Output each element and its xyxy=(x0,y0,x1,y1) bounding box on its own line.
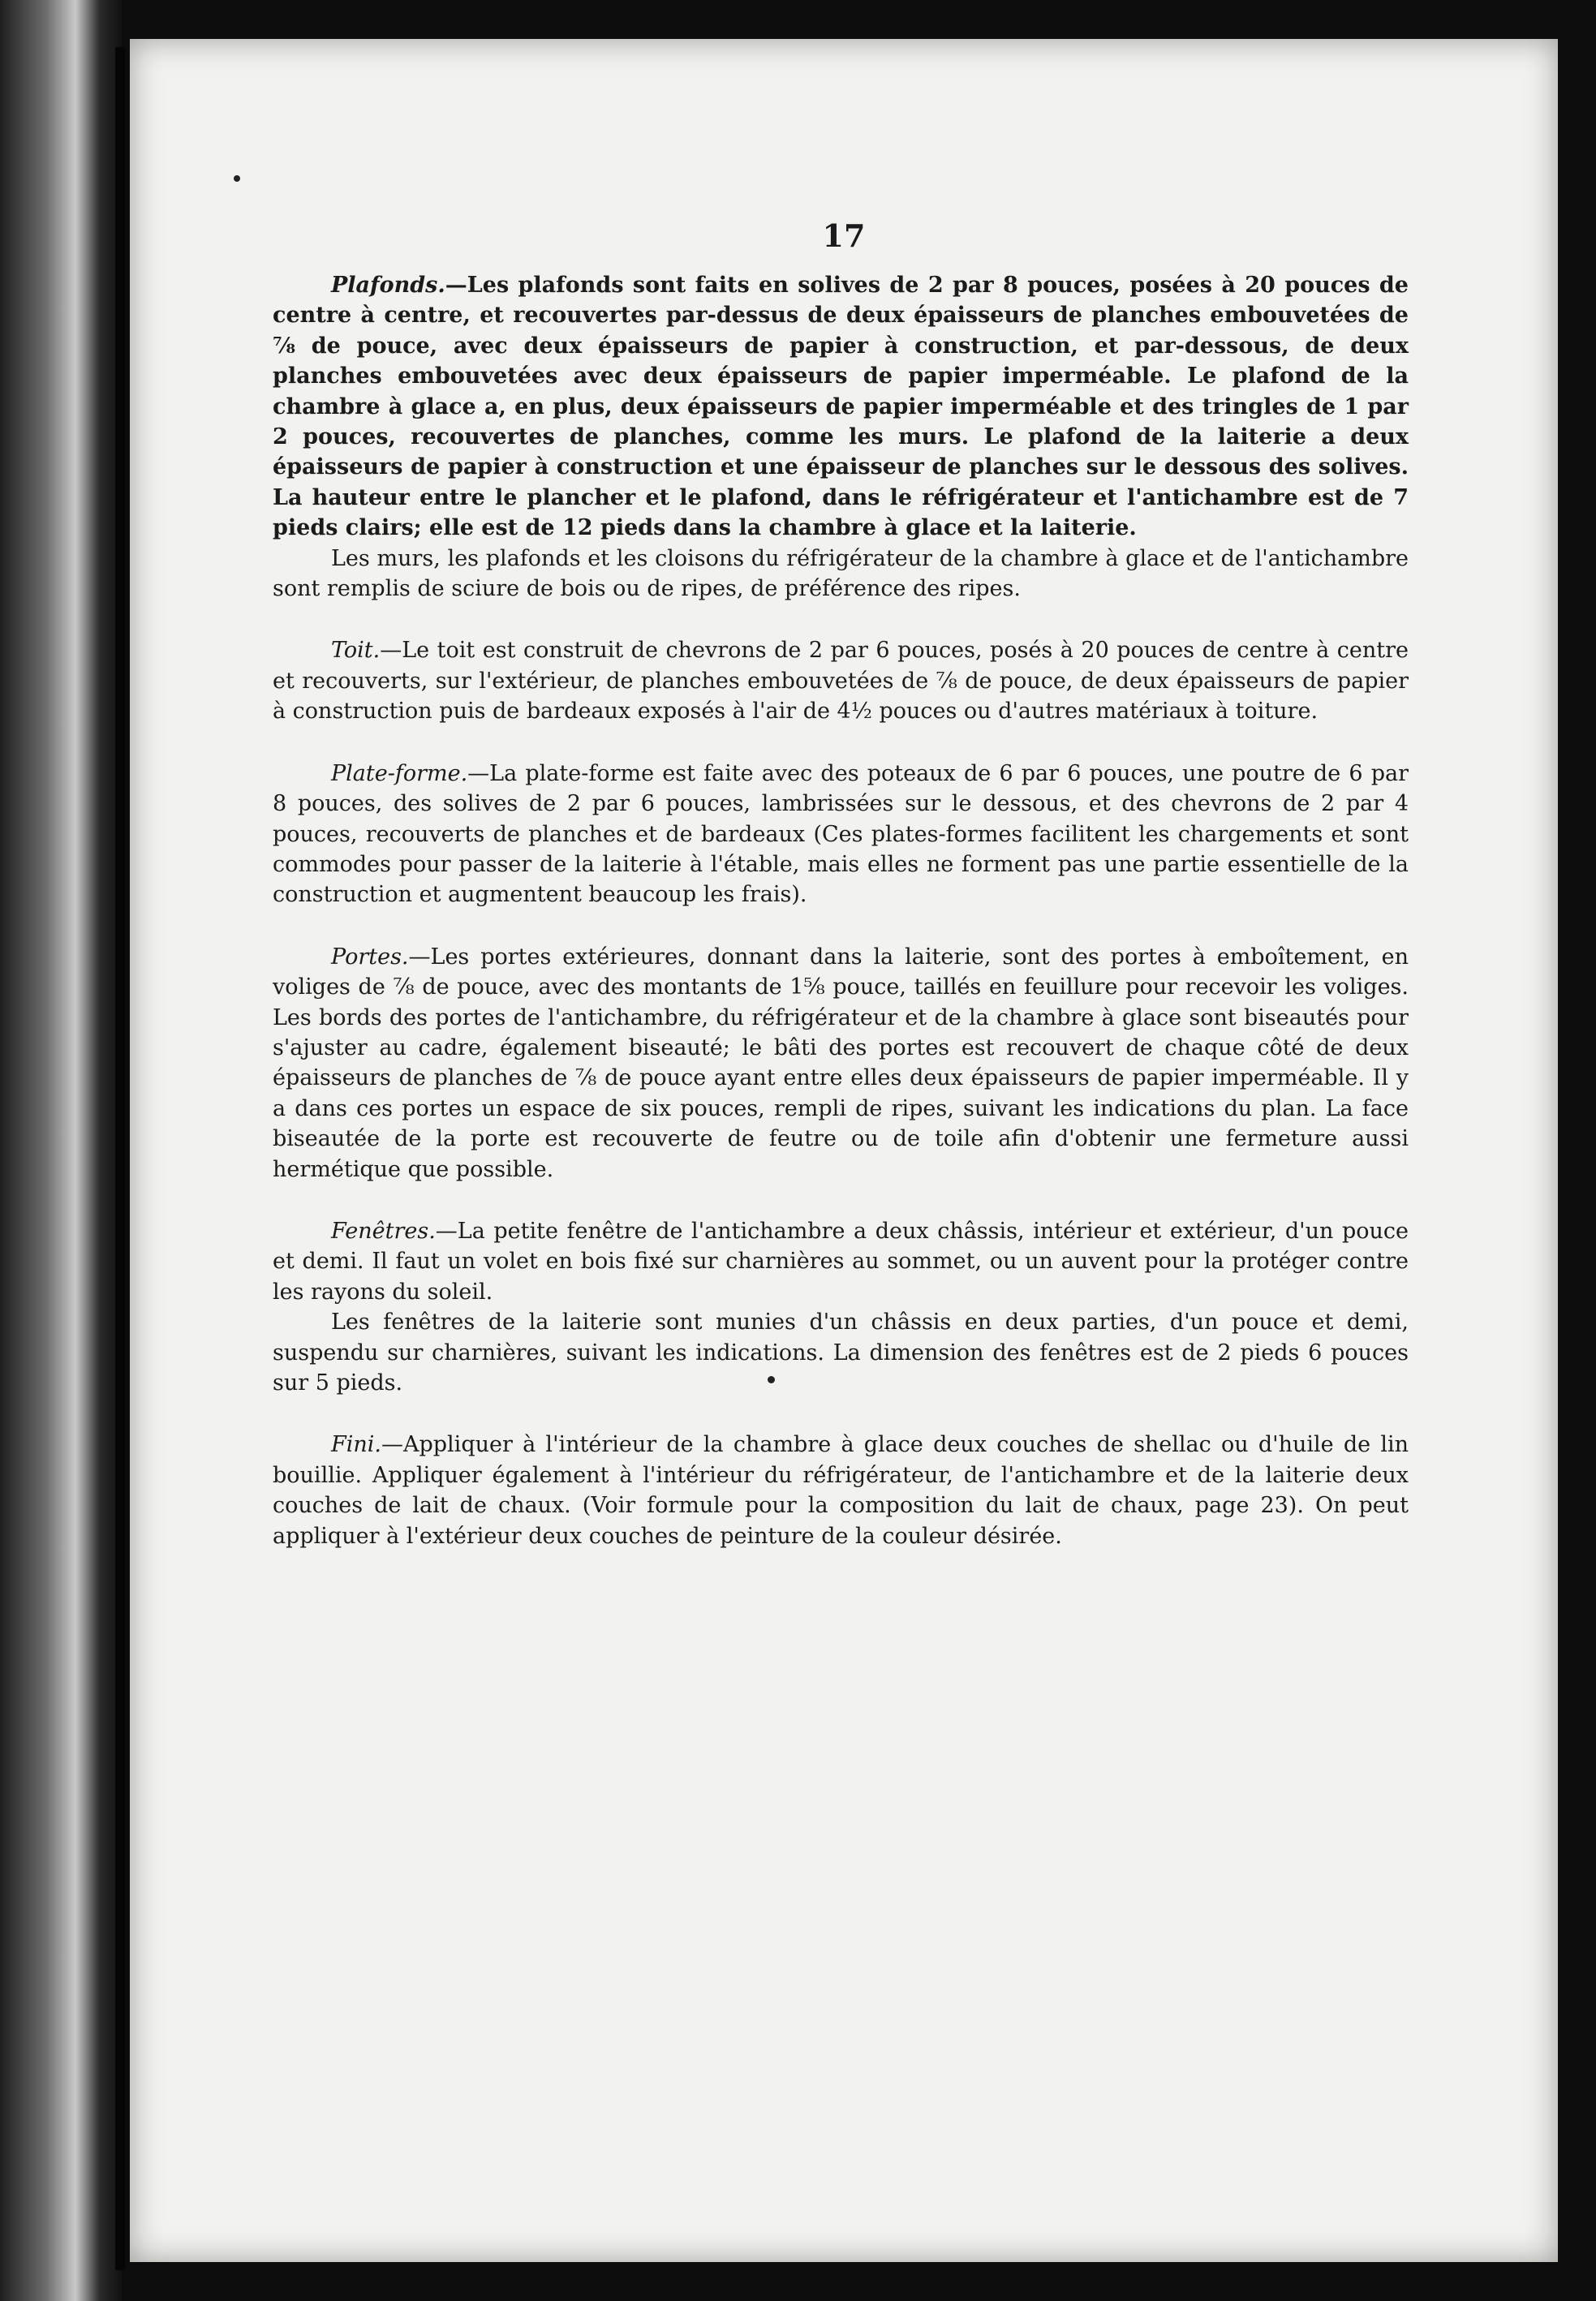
paragraph-body: Les fenêtres de la laiterie sont munies d'un châssis en deux parties, d'un pouce et demi, suspendu sur charnières, suivant les indications. La dimension des fenêtres est de 2 pieds 6 pouces sur 5 pieds. xyxy=(273,1310,1409,1396)
paragraph-body: —La petite fenêtre de l'antichambre a deux châssis, intérieur et extérieur, d'un pouce et demi. Il faut un volet en bois fixé sur charnières au sommet, ou un auvent pour la protéger contre les rayons du soleil. xyxy=(273,1218,1409,1305)
paragraph-lead: Plafonds. xyxy=(331,273,445,298)
paragraph-body: —Les plafonds sont faits en solives de 2 par 8 pouces, posées à 20 pouces de centre à centre, et recouvertes par-dessus de deux épaisseurs de planches embouvetées de ⅞ de pouce, avec deux épaisseurs de papier à construction, et par-dessous, de deux planches embouvetées avec deux épaisseurs de papier imperméable. Le plafond de la chambre à glace a, en plus, deux épaisseurs de papier imperméable et des tringles de 1 par 2 pouces, recouvertes de planches, comme les murs. Le plafond de la laiterie a deux épaisseurs de papier à construction et une épaisseur de planches sur le dessous des solives. La hauteur entre le plancher et le plafond, dans le réfrigérateur et l'antichambre est de 7 pieds clairs; elle est de 12 pieds dans la chambre à glace et la laiterie. xyxy=(273,273,1409,541)
paragraph-fini xyxy=(273,1430,1409,1551)
paragraph-murs xyxy=(273,544,1409,604)
paragraph-portes xyxy=(273,942,1409,1185)
page-gutter xyxy=(115,47,125,2270)
document-page xyxy=(130,39,1558,2262)
paragraph-toit xyxy=(273,635,1409,726)
scan-left-edge xyxy=(0,0,122,2301)
paragraph-lead: Portes. xyxy=(331,944,409,970)
paragraph-lead: Toit. xyxy=(331,638,381,664)
paragraph-fenetres xyxy=(273,1216,1409,1307)
scan-speck xyxy=(234,175,240,182)
paragraph-plate-forme xyxy=(273,759,1409,910)
body-text xyxy=(273,270,1409,1551)
paragraph-body: —Le toit est construit de chevrons de 2 par 6 pouces, posés à 20 pouces de centre à centre et recouverts, sur l'extérieur, de planches embouvetées de ⅞ de pouce, de deux épaisseurs de papier à construction puis de bardeaux exposés à l'air de 4½ pouces ou d'autres matériaux à toiture. xyxy=(273,638,1409,725)
paragraph-body: —Les portes extérieures, donnant dans la laiterie, sont des portes à emboîtement, en voliges de ⅞ de pouce, avec des montants de 1⅝ pouce, taillés en feuillure pour recevoir les voliges. Les bords des portes de l'antichambre, du réfrigérateur et de la chambre à glace sont biseautés pour s'ajuster au cadre, également biseauté; le bâti des portes est recouvert de chaque côté de deux épaisseurs de planches de ⅞ de pouce ayant entre elles deux épaisseurs de papier imperméable. Il y a dans ces portes un espace de six pouces, rempli de ripes, suivant les indications du plan. La face biseautée de la porte est recouverte de feutre ou de toile afin d'obtenir une fermeture aussi hermétique que possible. xyxy=(273,944,1409,1182)
scan-top-border xyxy=(0,0,1596,39)
page-number: 17 xyxy=(822,217,866,254)
paragraph-body: —La plate-forme est faite avec des poteaux de 6 par 6 pouces, une poutre de 6 par 8 pouces, des solives de 2 par 6 pouces, lambrissées sur le dessous, et des chevrons de 2 par 4 pouces, recouverts de planches et de bardeaux (Ces plates-formes facilitent les chargements et sont commodes pour passer de la laiterie à l'étable, mais elles ne forment pas une partie essentielle de la construction et augmentent beaucoup les frais). xyxy=(273,760,1409,908)
paragraph-body: —Appliquer à l'intérieur de la chambre à glace deux couches de shellac ou d'huile de lin bouillie. Appliquer également à l'intérieur du réfrigérateur, de l'antichambre et de la laiterie deux couches de lait de chaux. (Voir formule pour la composition du lait de chaux, page 23). On peut appliquer à l'extérieur deux couches de peinture de la couleur désirée. xyxy=(273,1432,1409,1549)
paragraph-lead: Fenêtres. xyxy=(331,1218,436,1244)
paragraph-lead: Fini. xyxy=(331,1432,381,1458)
paragraph-body: Les murs, les plafonds et les cloisons du réfrigérateur de la chambre à glace et de l'antichambre sont remplis de sciure de bois ou de ripes, de préférence des ripes. xyxy=(273,545,1409,602)
paragraph-plafonds xyxy=(273,270,1409,544)
paragraph-lead: Plate-forme. xyxy=(331,760,468,786)
paragraph-fenetres-laiterie xyxy=(273,1307,1409,1398)
